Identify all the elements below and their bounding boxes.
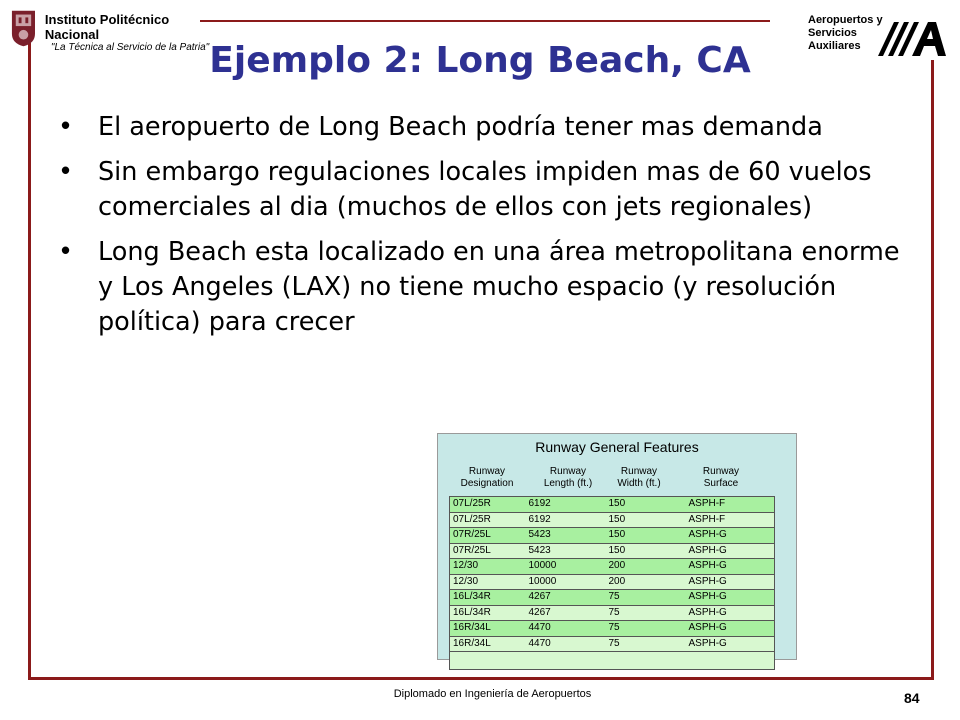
table-cell: 75	[606, 636, 686, 652]
runway-features-figure	[437, 433, 797, 660]
table-row	[450, 497, 775, 513]
runway-header-surface	[678, 466, 764, 490]
table-cell: ASPH-G	[686, 590, 775, 606]
table-cell: ASPH-F	[686, 512, 775, 528]
runway-table	[449, 496, 775, 670]
table-row-empty	[450, 652, 775, 670]
table-cell: ASPH-G	[686, 528, 775, 544]
table-cell: ASPH-F	[686, 497, 775, 513]
table-cell: 16L/34R	[450, 605, 526, 621]
table-cell: 150	[606, 543, 686, 559]
table-cell: 16R/34L	[450, 621, 526, 637]
table-cell: 150	[606, 512, 686, 528]
runway-header-length	[530, 466, 606, 490]
table-row	[450, 621, 775, 637]
asa-line-1: Aeropuertos y	[808, 14, 883, 26]
table-cell: 5423	[526, 543, 606, 559]
runway-header-width	[606, 466, 672, 490]
table-cell: ASPH-G	[686, 636, 775, 652]
table-cell: 07L/25R	[450, 497, 526, 513]
table-cell: 75	[606, 590, 686, 606]
bullet-icon: •	[58, 237, 74, 267]
table-cell: 6192	[526, 512, 606, 528]
table-row	[450, 512, 775, 528]
header-line: Width (ft.)	[617, 478, 661, 489]
bullet-text: Sin embargo regulaciones locales impiden mas de 60 vuelos comerciales al dia (muchos de ellos con jets regionales)	[98, 157, 872, 222]
table-cell: 10000	[526, 574, 606, 590]
header-line: Runway	[702, 466, 740, 477]
footer-text: Diplomado en Ingeniería de Aeropuertos	[393, 688, 592, 700]
table-cell: 12/30	[450, 574, 526, 590]
table-cell: 75	[606, 605, 686, 621]
bullet-item	[58, 155, 918, 225]
table-cell: 150	[606, 528, 686, 544]
table-cell: 07L/25R	[450, 512, 526, 528]
table-cell: ASPH-G	[686, 559, 775, 575]
table-cell: 75	[606, 621, 686, 637]
table-cell: ASPH-G	[686, 621, 775, 637]
header-line: Designation	[460, 478, 514, 489]
frame-left-line	[28, 20, 31, 680]
ipn-name: Instituto Politécnico Nacional	[44, 12, 170, 42]
bullet-list	[58, 110, 918, 350]
bullet-icon: •	[58, 112, 74, 142]
frame-bottom-line	[28, 677, 934, 680]
header-line: Surface	[703, 478, 739, 489]
header-line: Runway	[468, 466, 506, 477]
frame-top-line	[200, 20, 770, 22]
frame-right-line	[931, 60, 934, 680]
table-row	[450, 543, 775, 559]
table-row	[450, 636, 775, 652]
table-row	[450, 559, 775, 575]
table-row	[450, 528, 775, 544]
asa-line-2: Servicios	[808, 27, 857, 39]
table-cell: ASPH-G	[686, 574, 775, 590]
table-cell: 10000	[526, 559, 606, 575]
bullet-icon: •	[58, 157, 74, 187]
table-cell: 07R/25L	[450, 528, 526, 544]
table-cell: 16R/34L	[450, 636, 526, 652]
table-cell: 6192	[526, 497, 606, 513]
table-cell: 16L/34R	[450, 590, 526, 606]
header-line: Length (ft.)	[543, 478, 593, 489]
table-cell: 150	[606, 497, 686, 513]
table-row	[450, 605, 775, 621]
table-cell: ASPH-G	[686, 543, 775, 559]
page-number: 84	[904, 690, 920, 706]
runway-table-title: Runway General Features	[535, 439, 699, 455]
table-cell: 4470	[526, 636, 606, 652]
runway-header-designation	[452, 466, 522, 490]
table-cell: 12/30	[450, 559, 526, 575]
table-cell: 4267	[526, 605, 606, 621]
asa-line-3: Auxiliares	[808, 40, 861, 52]
table-row	[450, 574, 775, 590]
bullet-text: El aeropuerto de Long Beach podría tener mas demanda	[98, 112, 823, 142]
table-cell: 4267	[526, 590, 606, 606]
slide-title: Ejemplo 2: Long Beach, CA	[209, 40, 751, 81]
table-cell: ASPH-G	[686, 605, 775, 621]
table-cell: 4470	[526, 621, 606, 637]
table-row	[450, 590, 775, 606]
bullet-text: Long Beach esta localizado en una área metropolitana enorme y Los Angeles (LAX) no tiene mucho espacio (y resolución política) para crecer	[98, 237, 900, 337]
header-line: Runway	[549, 466, 587, 477]
bullet-item	[58, 110, 918, 145]
table-cell: 5423	[526, 528, 606, 544]
table-cell: 200	[606, 574, 686, 590]
table-cell: 07R/25L	[450, 543, 526, 559]
table-cell: 200	[606, 559, 686, 575]
bullet-item	[58, 235, 918, 340]
header-line: Runway	[620, 466, 658, 477]
ipn-motto: "La Técnica al Servicio de la Patria"	[50, 42, 210, 53]
